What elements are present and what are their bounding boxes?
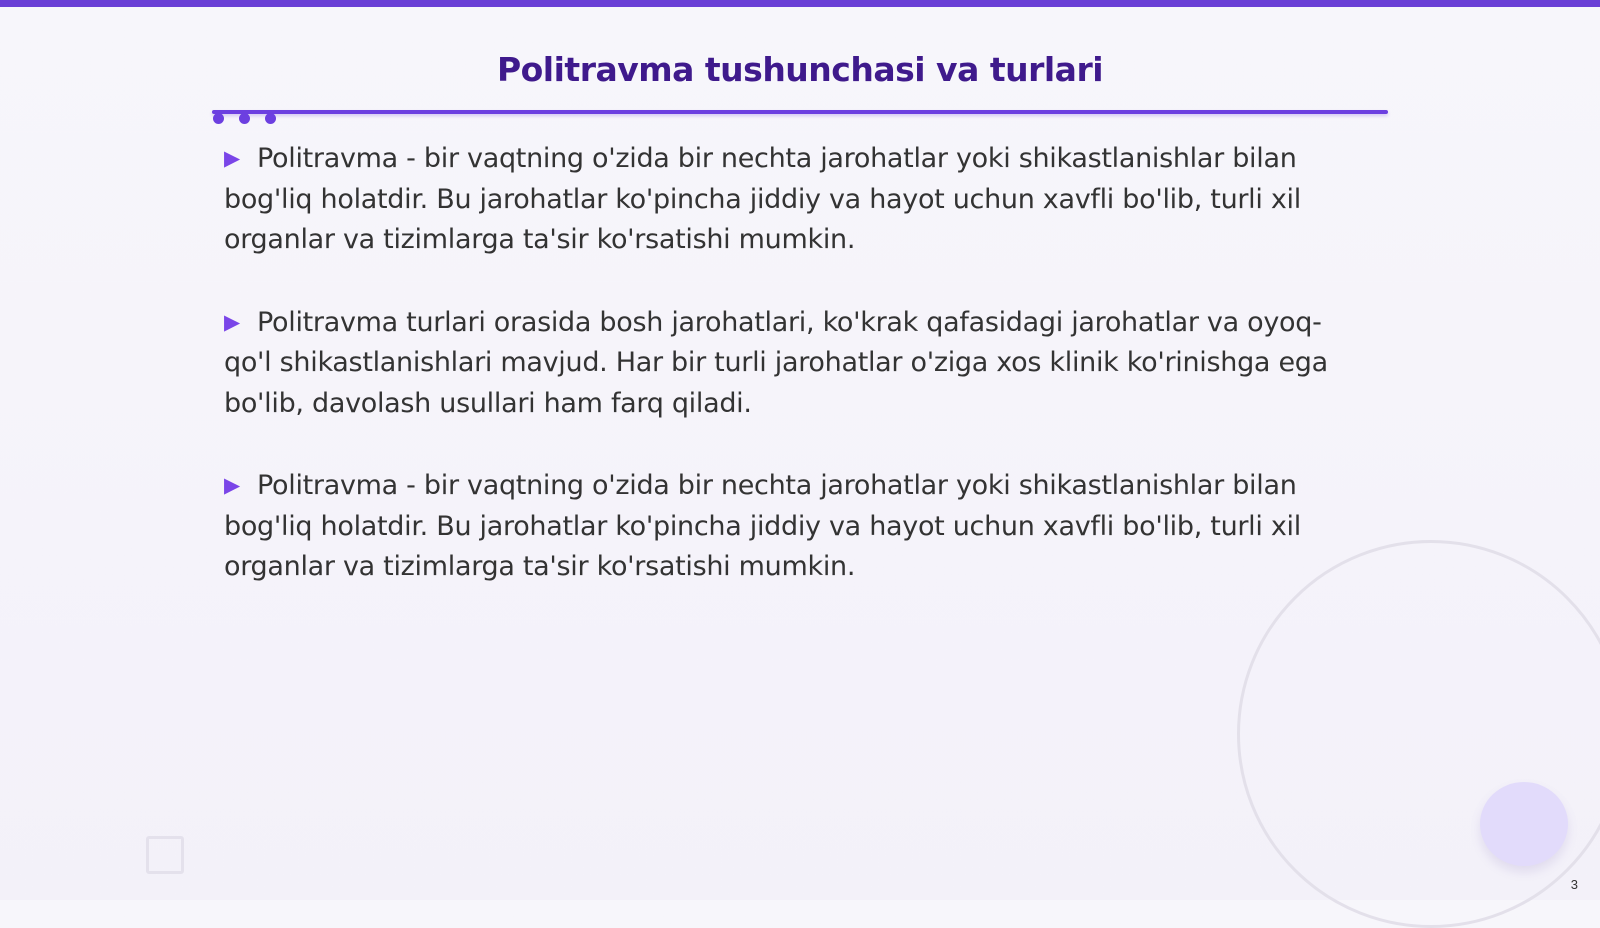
decor-dot	[213, 113, 224, 124]
decor-blob	[1480, 782, 1568, 866]
bullet-text: Politravma - bir vaqtning o'zida bir nechta jarohatlar yoki shikastlanishlar bilan bog'liq holatdir. Bu jarohatlar ko'pincha jiddiy va hayot uchun xavfli bo'lib, turli xil organlar va tizimlarga ta'sir ko'rsatishi mumkin.	[224, 470, 1301, 582]
top-accent-bar	[0, 0, 1600, 7]
decor-circle	[1237, 540, 1600, 928]
page-number: 3	[1570, 877, 1578, 892]
bullet-item	[224, 302, 1354, 425]
triangle-bullet-icon: ▶	[224, 146, 240, 170]
bullet-item	[224, 138, 1354, 261]
title-underline	[212, 110, 1388, 114]
bullet-list	[224, 138, 1354, 629]
decor-square	[146, 836, 184, 874]
decor-dot	[239, 113, 250, 124]
bullet-text: Politravma turlari orasida bosh jarohatlari, ko'krak qafasidagi jarohatlar va oyoq-qo'l shikastlanishlari mavjud. Har bir turli jarohatlar o'ziga xos klinik ko'rinishga ega bo'lib, davolash usullari ham farq qiladi.	[224, 306, 1328, 419]
bullet-text: Politravma - bir vaqtning o'zida bir nechta jarohatlar yoki shikastlanishlar bilan bog'liq holatdir. Bu jarohatlar ko'pincha jiddiy va hayot uchun xavfli bo'lib, turli xil organlar va tizimlarga ta'sir ko'rsatishi mumkin.	[224, 143, 1301, 255]
triangle-bullet-icon: ▶	[224, 473, 240, 497]
bullet-item	[224, 465, 1354, 588]
decor-dot	[265, 113, 276, 124]
triangle-bullet-icon: ▶	[224, 309, 240, 334]
slide-title: Politravma tushunchasi va turlari	[496, 50, 1104, 89]
